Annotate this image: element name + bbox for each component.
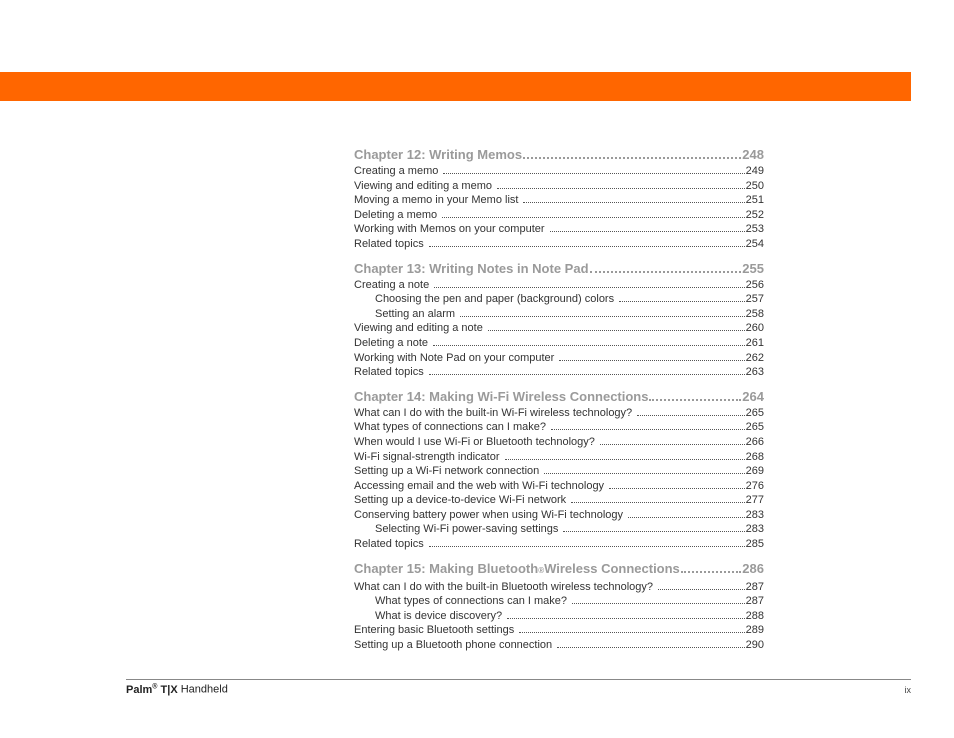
leader-dots [429, 374, 745, 375]
toc-entry[interactable] [354, 208, 764, 223]
leader-dots [637, 415, 744, 416]
chapter-heading[interactable] [354, 146, 764, 164]
toc-entry-page-number: 266 [745, 435, 764, 448]
toc-entry-text: What types of connections can I make? [354, 421, 546, 434]
toc-entry[interactable] [354, 580, 764, 595]
toc-entry-text: Creating a note [354, 278, 430, 291]
toc-entry-text: Working with Memos on your computer [354, 223, 545, 236]
header-banner [0, 72, 911, 101]
toc-entry[interactable] [354, 321, 764, 336]
toc-entry[interactable] [354, 435, 764, 450]
footer-page-number: ix [904, 685, 911, 695]
toc-entry-page-number: 277 [745, 494, 764, 507]
footer-product-name [126, 683, 228, 696]
leader-dots [523, 202, 744, 203]
footer-brand: Palm [126, 683, 153, 696]
toc-entry[interactable] [354, 537, 764, 552]
toc-entry-text: What is device discovery? [375, 609, 503, 622]
toc-entry-text: Setting up a Wi-Fi network connection [354, 465, 540, 478]
toc-entry-text: Setting up a device-to-device Wi-Fi network [354, 494, 567, 507]
toc-entry[interactable] [354, 464, 764, 479]
toc-entry-page-number: 253 [745, 223, 764, 236]
toc-entry-text: When would I use Wi-Fi or Bluetooth technology? [354, 435, 595, 448]
toc-entry-page-number: 258 [745, 307, 764, 320]
toc-subentry[interactable] [354, 292, 764, 307]
toc-entry[interactable] [354, 623, 764, 638]
toc-entry-page-number: 250 [745, 179, 764, 192]
leader-dots [505, 459, 745, 460]
toc-entry-page-number: 263 [745, 366, 764, 379]
toc-entry[interactable] [354, 493, 764, 508]
toc-entry-text: Related topics [354, 538, 424, 551]
chapter-title: Chapter 14: Making Wi-Fi Wireless Connections [354, 388, 649, 404]
chapter-title-rest: Wireless Connections [544, 560, 680, 576]
table-of-contents [354, 146, 764, 653]
footer-model: T|X [160, 683, 178, 696]
leader-dots [572, 603, 745, 604]
toc-entry-page-number: 256 [745, 278, 764, 291]
leader-dots [600, 444, 745, 445]
leader-dots [619, 301, 745, 302]
toc-entry-page-number: 261 [745, 336, 764, 349]
toc-entry-text: Moving a memo in your Memo list [354, 194, 519, 207]
toc-entry[interactable] [354, 179, 764, 194]
toc-entry-page-number: 265 [745, 406, 764, 419]
toc-entry-text: Wi-Fi signal-strength indicator [354, 450, 500, 463]
leader-dots [563, 531, 744, 532]
toc-entry-page-number: 283 [745, 508, 764, 521]
chapter-title: Chapter 13: Writing Notes in Note Pad [354, 260, 589, 276]
toc-entry[interactable] [354, 351, 764, 366]
footer-divider [126, 679, 911, 680]
toc-entry[interactable] [354, 406, 764, 421]
toc-entry-text: Related topics [354, 237, 424, 250]
toc-entry-text: What can I do with the built-in Bluetooth wireless technology? [354, 580, 653, 593]
toc-entry[interactable] [354, 336, 764, 351]
toc-entry-page-number: 260 [745, 322, 764, 335]
chapter-heading[interactable] [354, 560, 764, 580]
toc-entry-text: Related topics [354, 366, 424, 379]
toc-entry-text: Entering basic Bluetooth settings [354, 624, 515, 637]
leader-dots [551, 429, 745, 430]
chapter-title: Chapter 12: Writing Memos [354, 147, 523, 162]
toc-subentry[interactable] [354, 307, 764, 322]
toc-entry-page-number: 254 [745, 237, 764, 250]
leader-dots [507, 618, 744, 619]
toc-entry[interactable] [354, 164, 764, 179]
chapter-heading[interactable] [354, 388, 764, 406]
leader-dots [523, 157, 741, 159]
leader-dots [434, 287, 744, 288]
leader-dots [559, 360, 744, 361]
toc-entry[interactable] [354, 237, 764, 252]
leader-dots [628, 517, 745, 518]
leader-dots [433, 345, 745, 346]
toc-entry[interactable] [354, 638, 764, 653]
toc-subentry[interactable] [354, 594, 764, 609]
leader-dots [442, 217, 744, 218]
toc-entry-text: Accessing email and the web with Wi-Fi technology [354, 479, 605, 492]
toc-entry-text: What can I do with the built-in Wi-Fi wireless technology? [354, 406, 633, 419]
toc-subentry[interactable] [354, 522, 764, 537]
chapter-title: Chapter 15: Making Bluetooth [354, 560, 539, 576]
leader-dots [557, 647, 744, 648]
toc-entry-text: Setting an alarm [375, 307, 456, 320]
toc-entry-page-number: 268 [745, 450, 764, 463]
toc-entry-text: Deleting a memo [354, 208, 438, 221]
toc-entry-text: Choosing the pen and paper (background) colors [375, 293, 615, 306]
toc-entry-page-number: 252 [745, 208, 764, 221]
toc-entry-page-number: 262 [745, 351, 764, 364]
leader-dots [590, 271, 742, 273]
leader-dots [429, 246, 745, 247]
leader-dots [681, 571, 742, 573]
toc-entry-text: Working with Note Pad on your computer [354, 351, 555, 364]
toc-entry-page-number: 287 [745, 595, 764, 608]
toc-entry[interactable] [354, 222, 764, 237]
toc-entry[interactable] [354, 508, 764, 523]
chapter-page-number: 255 [742, 260, 764, 276]
toc-entry-text: What types of connections can I make? [375, 595, 567, 608]
leader-dots [571, 502, 744, 503]
toc-entry[interactable] [354, 278, 764, 293]
leader-dots [460, 316, 745, 317]
leader-dots [519, 632, 744, 633]
chapter-page-number: 248 [742, 147, 764, 162]
toc-entry[interactable] [354, 193, 764, 208]
toc-entry-page-number: 283 [745, 523, 764, 536]
footer-brand-sup: ® [152, 683, 158, 690]
toc-entry-page-number: 265 [745, 421, 764, 434]
toc-entry-page-number: 288 [745, 609, 764, 622]
toc-entry-page-number: 276 [745, 479, 764, 492]
toc-entry-text: Selecting Wi-Fi power-saving settings [375, 523, 559, 536]
leader-dots [488, 330, 745, 331]
toc-entry-page-number: 285 [745, 538, 764, 551]
toc-entry-text: Conserving battery power when using Wi-Fi technology [354, 508, 624, 521]
leader-dots [658, 589, 745, 590]
toc-entry-page-number: 257 [745, 293, 764, 306]
chapter-page-number: 264 [742, 388, 764, 404]
toc-entry-text: Viewing and editing a note [354, 322, 483, 335]
toc-entry-text: Setting up a Bluetooth phone connection [354, 639, 553, 652]
toc-entry-page-number: 287 [745, 580, 764, 593]
leader-dots [550, 231, 745, 232]
toc-entry-page-number: 290 [745, 639, 764, 652]
toc-entry-page-number: 249 [745, 165, 764, 177]
leader-dots [544, 473, 744, 474]
chapter-heading[interactable] [354, 260, 764, 278]
chapter-page-number: 286 [742, 560, 764, 576]
toc-entry-page-number: 289 [745, 624, 764, 637]
toc-entry-page-number: 251 [745, 194, 764, 207]
leader-dots [609, 488, 745, 489]
toc-entry-text: Viewing and editing a memo [354, 179, 492, 192]
toc-entry[interactable] [354, 479, 764, 494]
toc-entry-page-number: 269 [745, 465, 764, 478]
leader-dots [497, 188, 745, 189]
toc-entry-text: Creating a memo [354, 165, 439, 177]
toc-subentry[interactable] [354, 609, 764, 624]
leader-dots [443, 173, 744, 174]
toc-entry[interactable] [354, 450, 764, 465]
chapter-title-sup: ® [538, 565, 545, 575]
leader-dots [429, 546, 745, 547]
leader-dots [649, 399, 741, 401]
toc-entry[interactable] [354, 365, 764, 380]
toc-entry[interactable] [354, 420, 764, 435]
toc-entry-text: Deleting a note [354, 336, 428, 349]
footer-device: Handheld [180, 683, 228, 696]
